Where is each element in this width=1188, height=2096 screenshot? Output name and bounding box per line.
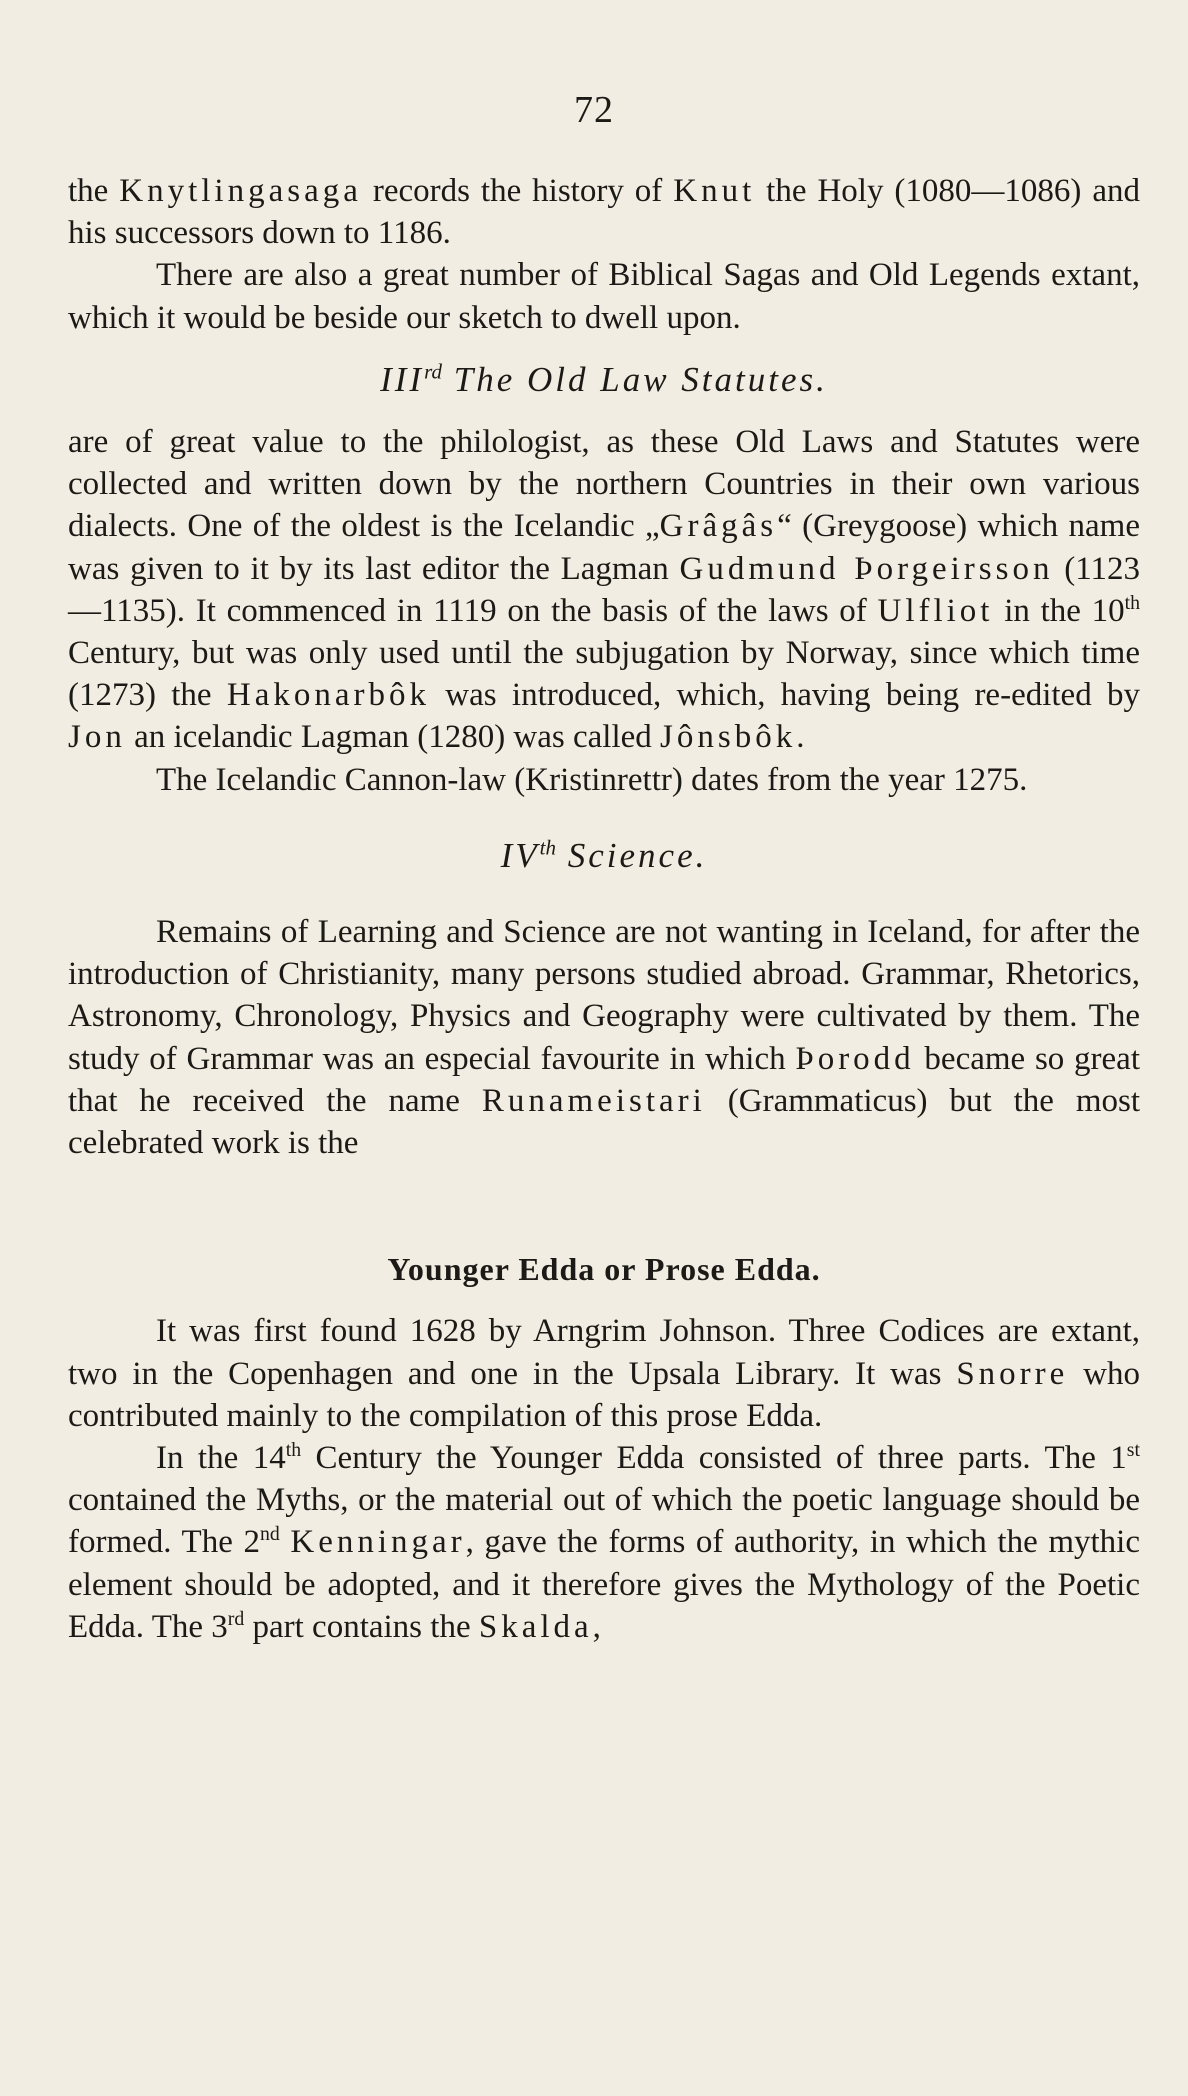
text-run: records the history of bbox=[361, 173, 674, 209]
section-heading-younger-edda: Younger Edda or Prose Edda. bbox=[387, 1251, 821, 1288]
text-run: In the 14 bbox=[156, 1440, 286, 1477]
spaced-name: Knut bbox=[673, 173, 756, 209]
paragraph-knytlingasaga bbox=[68, 170, 1140, 254]
text-run: , bbox=[592, 1608, 601, 1645]
paragraph-law-statutes bbox=[68, 421, 1140, 759]
heading-ordinal: th bbox=[539, 835, 556, 860]
heading-title: Science. bbox=[556, 835, 708, 875]
ordinal-suffix: th bbox=[285, 1439, 302, 1462]
spaced-name: Snorre bbox=[956, 1355, 1069, 1392]
body-text bbox=[68, 170, 1140, 1648]
ordinal-suffix: st bbox=[1126, 1439, 1140, 1462]
spaced-name: Jon bbox=[68, 719, 126, 756]
page-number: 72 bbox=[574, 89, 614, 131]
text-run: an icelandic Lagman (1280) was called bbox=[125, 719, 661, 756]
spaced-name: Ulfliot bbox=[877, 592, 994, 629]
spaced-name: Kenningar bbox=[290, 1524, 466, 1561]
heading-title: The Old Law Statutes. bbox=[441, 359, 828, 399]
paragraph-cannon-law: The Icelandic Cannon-law (Kristinrettr) dates from the year 1275. bbox=[156, 761, 1028, 798]
text-run: became so great that he received the name bbox=[68, 1040, 1140, 1119]
paragraph-edda-found bbox=[68, 1310, 1140, 1437]
text-run: contained the Myths, or the material out of which the poetic language should be formed. The 2 bbox=[68, 1482, 1140, 1561]
spaced-name: Þorodd bbox=[795, 1040, 915, 1077]
text-run: part contains the bbox=[244, 1608, 479, 1645]
text-run: “ (Greygoose) which name was given to it by its last editor the Lagman bbox=[68, 508, 1140, 587]
text-run: who contributed mainly to the compilation of this prose Edda. bbox=[68, 1355, 1140, 1434]
text-run: (Grammaticus) but the most celebrated work is the bbox=[68, 1082, 1141, 1162]
heading-numeral: III bbox=[380, 359, 425, 399]
ordinal-suffix: rd bbox=[227, 1607, 245, 1630]
text-run: was introduced, which, having being re-edited by bbox=[430, 677, 1140, 714]
text-run: are of great value to the philologist, as these Old Laws and Statutes were collected and written down by the northern Countries in their own various dialects. One of the oldest is the Icelandic „ bbox=[68, 424, 1140, 545]
text-run: Remains of Learning and Science are not wanting in Iceland, for after the introduction of Christianity, many persons studied abroad. Grammar, Rhetorics, Astronomy, Chronology, Physics and Geography were cultivated by them. The study of Grammar was an especial favourite in which bbox=[68, 914, 1140, 1077]
section-heading-science bbox=[68, 835, 1140, 877]
spaced-name: Grâgâs bbox=[659, 508, 778, 545]
spaced-name: Jônsbôk bbox=[660, 719, 797, 756]
text-run: It was first found 1628 by Arngrim Johnson. Three Codices are extant, two in the Copenhagen and one in the Upsala Library. It was bbox=[68, 1313, 1140, 1392]
text-run: the Holy (1080—1086) and his successors down to 1186. bbox=[68, 173, 1140, 252]
spaced-name: Knytlingasaga bbox=[119, 173, 362, 209]
text-run: (1123—1135). It commenced in 1119 on the basis of the laws of bbox=[68, 550, 1140, 629]
ordinal-suffix: th bbox=[1124, 591, 1140, 614]
paragraph-science bbox=[68, 911, 1140, 1164]
spaced-name: Skalda bbox=[478, 1608, 593, 1645]
spaced-name: Gudmund Þorgeirsson bbox=[679, 550, 1054, 587]
text-run: . bbox=[796, 719, 805, 756]
spaced-name: Hakonarbôk bbox=[226, 677, 430, 714]
ordinal-suffix: nd bbox=[259, 1523, 280, 1546]
spaced-name: Runameistari bbox=[481, 1082, 706, 1119]
paragraph-biblical-sagas: There are also a great number of Biblical Sagas and Old Legends extant, which it would be beside our sketch to dwell upon. bbox=[68, 257, 1140, 336]
text-run bbox=[280, 1524, 291, 1560]
text-run: , gave the forms of authority, in which the mythic element should be adopted, and it therefore gives the Mythology of the Poetic Edda. The 3 bbox=[68, 1524, 1140, 1645]
text-run: Century the Younger Edda consisted of three parts. The 1 bbox=[301, 1440, 1127, 1477]
text-run: the bbox=[68, 173, 120, 209]
heading-ordinal: rd bbox=[424, 359, 442, 384]
paragraph-edda-parts bbox=[68, 1437, 1140, 1648]
text-run: Century, but was only used until the subjugation by Norway, since which time (1273) the bbox=[68, 635, 1140, 714]
text-run: in the 10 bbox=[993, 592, 1125, 629]
heading-numeral: IV bbox=[500, 835, 540, 875]
section-heading-law-statutes bbox=[68, 359, 1140, 401]
